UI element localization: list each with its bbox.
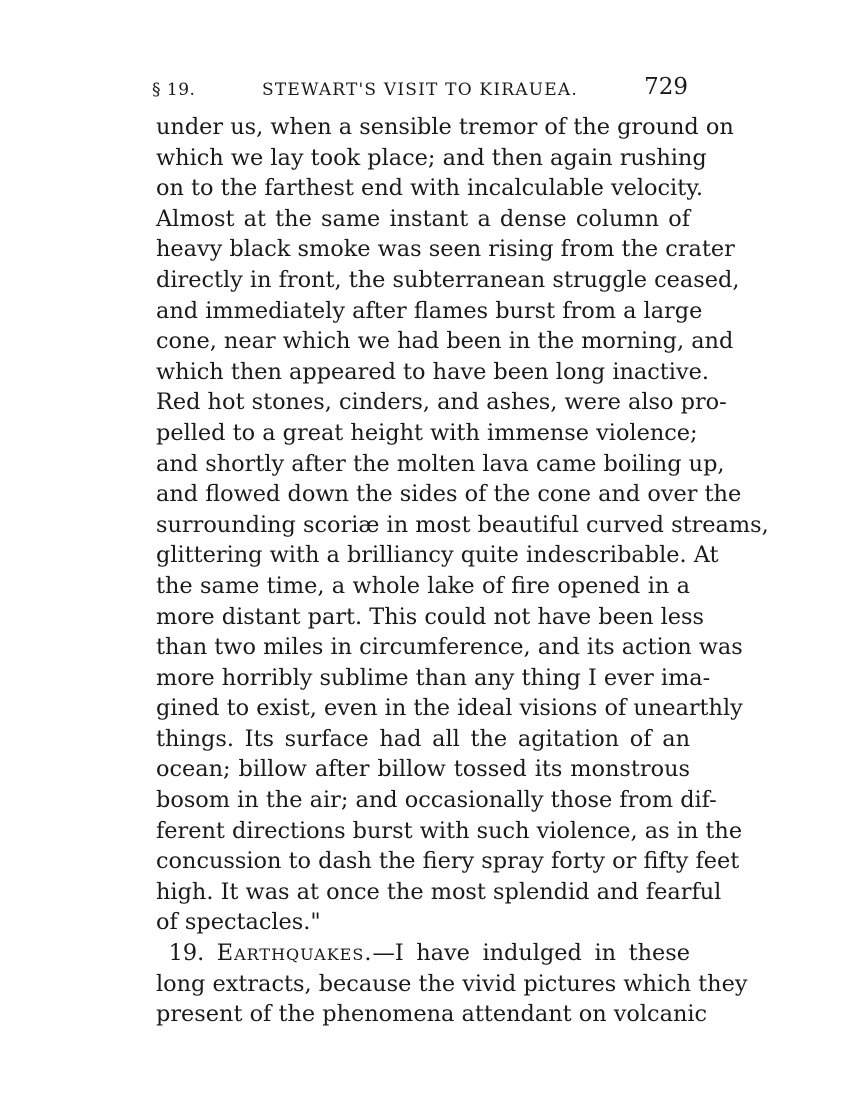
text-line: high. It was at once the most splendid and fearful	[156, 878, 722, 905]
text-line: surrounding scoriæ in most beautiful curved streams,	[156, 511, 769, 538]
text-line: and shortly after the molten lava came boiling up,	[156, 450, 725, 477]
text-line: concussion to dash the fiery spray forty or fifty feet	[156, 848, 740, 875]
body-text	[156, 112, 769, 1030]
section-heading: Earthquakes.	[216, 940, 373, 967]
page-number: 729	[644, 74, 688, 100]
text-line: ferent directions burst with such violence, as in the	[156, 817, 743, 844]
text-line: of spectacles."	[156, 909, 321, 936]
text-line: more distant part. This could not have been less	[156, 603, 705, 630]
text-line: gined to exist, even in the ideal visions of unearthly	[156, 695, 743, 722]
text-line: directly in front, the subterranean struggle ceased,	[156, 266, 740, 293]
text-line: Red hot stones, cinders, and ashes, were also pro-	[156, 389, 727, 416]
text-line: and flowed down the sides of the cone and over the	[156, 481, 742, 508]
section-first-line-text: —I have indulged in these	[372, 940, 691, 967]
running-head-title: STEWART'S VISIT TO KIRAUEA.	[262, 80, 578, 100]
text-line: things. Its surface had all the agitation of an	[156, 725, 690, 752]
section-19-first-line	[156, 938, 690, 969]
running-head	[152, 72, 688, 106]
text-line: under us, when a sensible tremor of the ground on	[156, 114, 734, 140]
text-line: cone, near which we had been in the morning, and	[156, 328, 734, 355]
text-line: long extracts, because the vivid pictures which they	[156, 970, 748, 997]
text-line: more horribly sublime than any thing I ever ima-	[156, 664, 711, 691]
text-line: which then appeared to have been long inactive.	[156, 358, 709, 385]
text-line: bosom in the air; and occasionally those from dif-	[156, 787, 717, 814]
text-line: heavy black smoke was seen rising from the crater	[156, 236, 735, 263]
text-line: on to the farthest end with incalculable velocity.	[156, 175, 703, 202]
text-line: Almost at the same instant a dense column of	[156, 205, 690, 232]
text-line: the same time, a whole lake of fire opened in a	[156, 572, 690, 599]
text-line: and immediately after flames burst from a large	[156, 297, 703, 324]
text-line: pelled to a great height with immense violence;	[156, 419, 698, 446]
running-head-section: § 19.	[152, 80, 196, 100]
text-line: glittering with a brilliancy quite indescribable. At	[156, 542, 719, 569]
text-line: which we lay took place; and then again rushing	[156, 144, 707, 171]
section-number: 19.	[168, 940, 205, 967]
text-line: than two miles in circumference, and its action was	[156, 634, 743, 661]
text-line: ocean; billow after billow tossed its monstrous	[156, 756, 690, 783]
text-line: present of the phenomena attendant on volcanic	[156, 1001, 708, 1028]
